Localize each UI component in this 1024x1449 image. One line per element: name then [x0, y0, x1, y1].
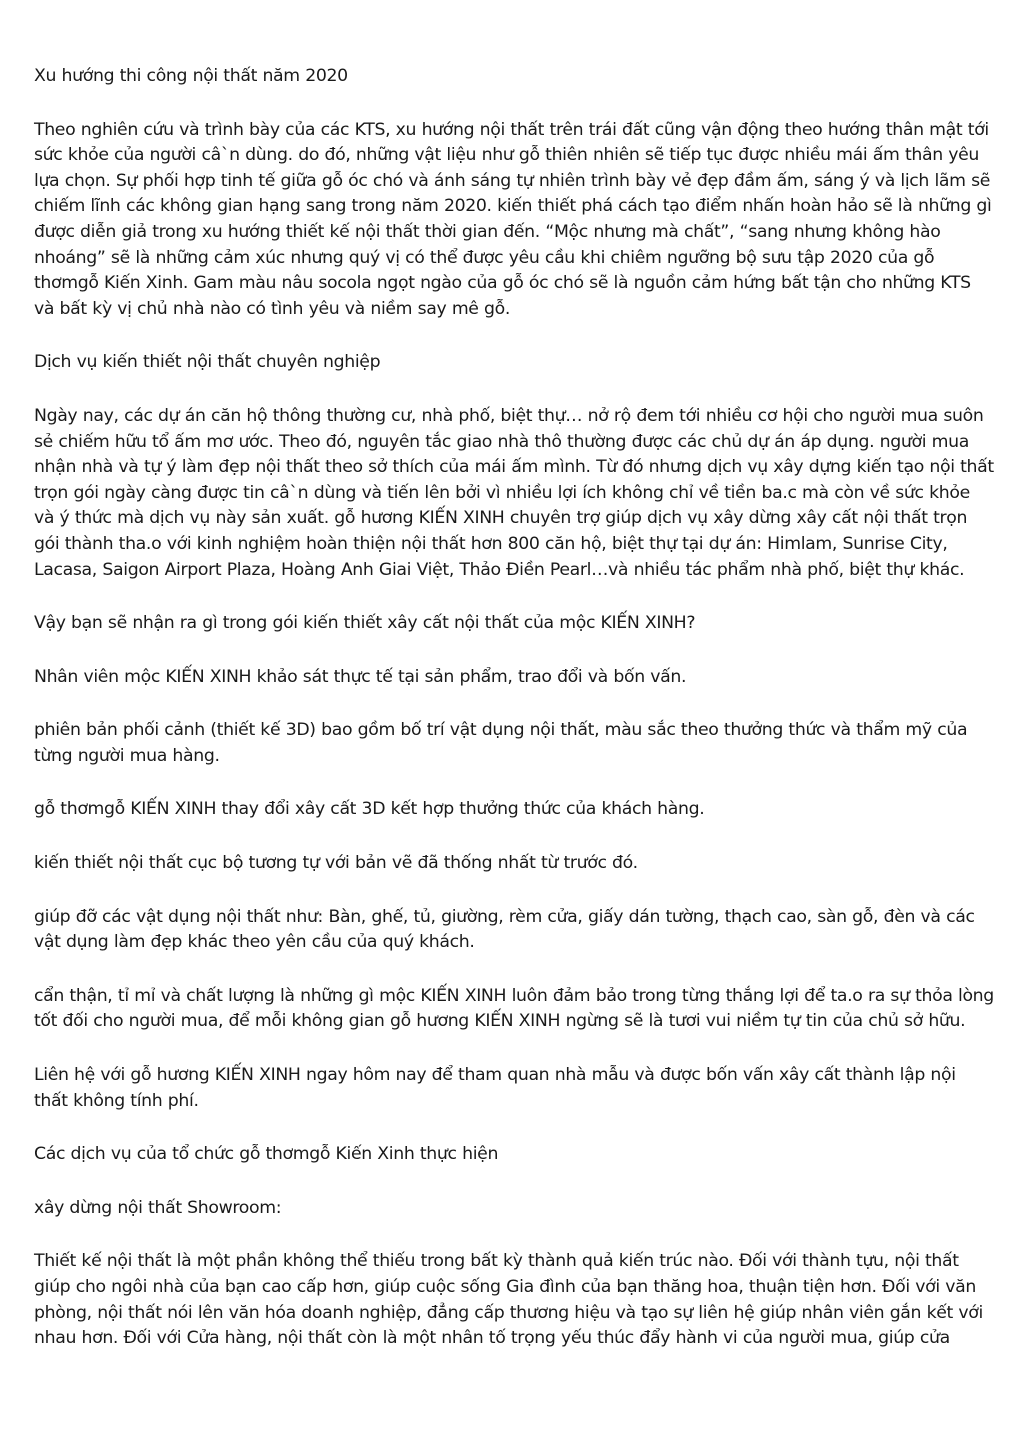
paragraph-quality: cẩn thận, tỉ mỉ và chất lượng là những gì mộc KIẾN XINH luôn đảm bảo trong từng thắng lợi để ta.o ra sự thỏa lòng tốt đối cho người mua, để mỗi không gian gỗ hương KIẾN XINH ngừng sẽ là tươi vui niềm tự tin của chủ sở hữu.	[34, 985, 994, 1032]
heading-trend-2020: Xu hướng thi công nội thất năm 2020	[34, 66, 348, 86]
paragraph-survey: Nhân viên mộc KIẾN XINH khảo sát thực tế tại sản phẩm, trao đổi và bốn vấn.	[34, 666, 687, 687]
paragraph-3d-adjust: gỗ thơmgỗ KIẾN XINH thay đổi xây cất 3D kết hợp thưởng thức của khách hàng.	[34, 799, 705, 820]
paragraph-trend-description: Theo nghiên cứu và trình bày của các KTS, xu hướng nội thất trên trái đất cũng vận động theo hướng thân mật tới sức khỏe của người câ`n dùng. do đó, những vật liệu như gỗ thiên nhiên sẽ tiếp tục được nhiều mái ấm thân yêu lựa chọn. Sự phối hợp tinh tế giữa gỗ óc chó và ánh sáng tự nhiên trình bày vẻ đẹp đầm ấm, sáng ý và lịch lãm sẽ chiếm lĩnh các không gian hạng sang trong năm 2020. kiến thiết phá cách tạo điểm nhấn hoàn hảo sẽ là những gì được diễn giả trong xu hướng thiết kế nội thất thời gian đến. “Mộc nhưng mà chất”, “sang nhưng không hào nhoáng” sẽ là những cảm xúc nhưng quý vị có thể được yêu cầu khi chiêm ngưỡng bộ sưu tập 2020 của gỗ thơmgỗ Kiến Xinh. Gam màu nâu socola ngọt ngào của gỗ óc chó sẽ là nguồn cảm hứng bất tận cho những KTS và bất kỳ vị chủ nhà nào có tình yêu và niềm say mê gỗ.	[34, 119, 992, 319]
paragraph-contact: Liên hệ với gỗ hương KIẾN XINH ngay hôm nay để tham quan nhà mẫu và được bốn vấn xây cất thành lập nội thất không tính phí.	[34, 1065, 956, 1111]
paragraph-construction: kiến thiết nội thất cục bộ tương tự với bản vẽ đã thống nhất từ trước đó.	[34, 853, 638, 874]
heading-showroom: xây dừng nội thất Showroom:	[34, 1197, 282, 1218]
heading-company-services: Các dịch vụ của tổ chức gỗ thơmgỗ Kiến Xinh thực hiện	[34, 1144, 499, 1165]
paragraph-3d-design: phiên bản phối cảnh (thiết kế 3D) bao gồm bố trí vật dụng nội thất, màu sắc theo thưởng thức và thẩm mỹ của từng người mua hàng.	[34, 720, 968, 766]
heading-design-service: Dịch vụ kiến thiết nội thất chuyên nghiệp	[34, 352, 381, 373]
document-page	[34, 64, 994, 1380]
paragraph-furniture-support: giúp đỡ các vật dụng nội thất như: Bàn, ghế, tủ, giường, rèm cửa, giấy dán tường, thạch cao, sàn gỗ, đèn và các vật dụng làm đẹp khác theo yên cầu của quý khách.	[34, 906, 975, 953]
paragraph-interior-importance: Thiết kế nội thất là một phần không thể thiếu trong bất kỳ thành quả kiến trúc nào. Đối với thành tựu, nội thất giúp cho ngôi nhà của bạn cao cấp hơn, giúp cuộc sống Gia đình của bạn thăng hoa, thuận tiện hơn. Đối với văn phòng, nội thất nói lên văn hóa doanh nghiệp, đẳng cấp thương hiệu và tạo sự liên hệ giúp nhân viên gắn kết với nhau hơn. Đối với Cửa hàng, nội thất còn là một nhân tố trọng yếu thúc đẩy hành vi của người mua, giúp cửa	[34, 1251, 983, 1349]
paragraph-service-description: Ngày nay, các dự án căn hộ thông thường cư, nhà phố, biệt thự… nở rộ đem tới nhiều cơ hội cho người mua suôn sẻ chiếm hữu tổ ấm mơ ước. Theo đó, nguyên tắc giao nhà thô thường được các chủ dự án áp dụng. người mua nhận nhà và tự ý làm đẹp nội thất theo sở thích của mái ấm mình. Từ đó nhưng dịch vụ xây dựng kiến tạo nội thất trọn gói ngày càng được tin câ`n dùng và tiến lên bởi vì nhiều lợi ích không chỉ về tiền ba.c mà còn về sức khỏe và ý thức mà dịch vụ này sản xuất. gỗ hương KIẾN XINH chuyên trợ giúp dịch vụ xây dừng xây cất nội thất trọn gói thành tha.o với kinh nghiệm hoàn thiện nội thất hơn 800 căn hộ, biệt thự tại dự án: Himlam, Sunrise City, Lacasa, Saigon Airport Plaza, Hoàng Anh Giai Việt, Thảo Điền Pearl…và nhiều tác phẩm nhà phố, biệt thự khác.	[34, 405, 994, 580]
paragraph-package-question: Vậy bạn sẽ nhận ra gì trong gói kiến thiết xây cất nội thất của mộc KIẾN XINH?	[34, 613, 696, 634]
